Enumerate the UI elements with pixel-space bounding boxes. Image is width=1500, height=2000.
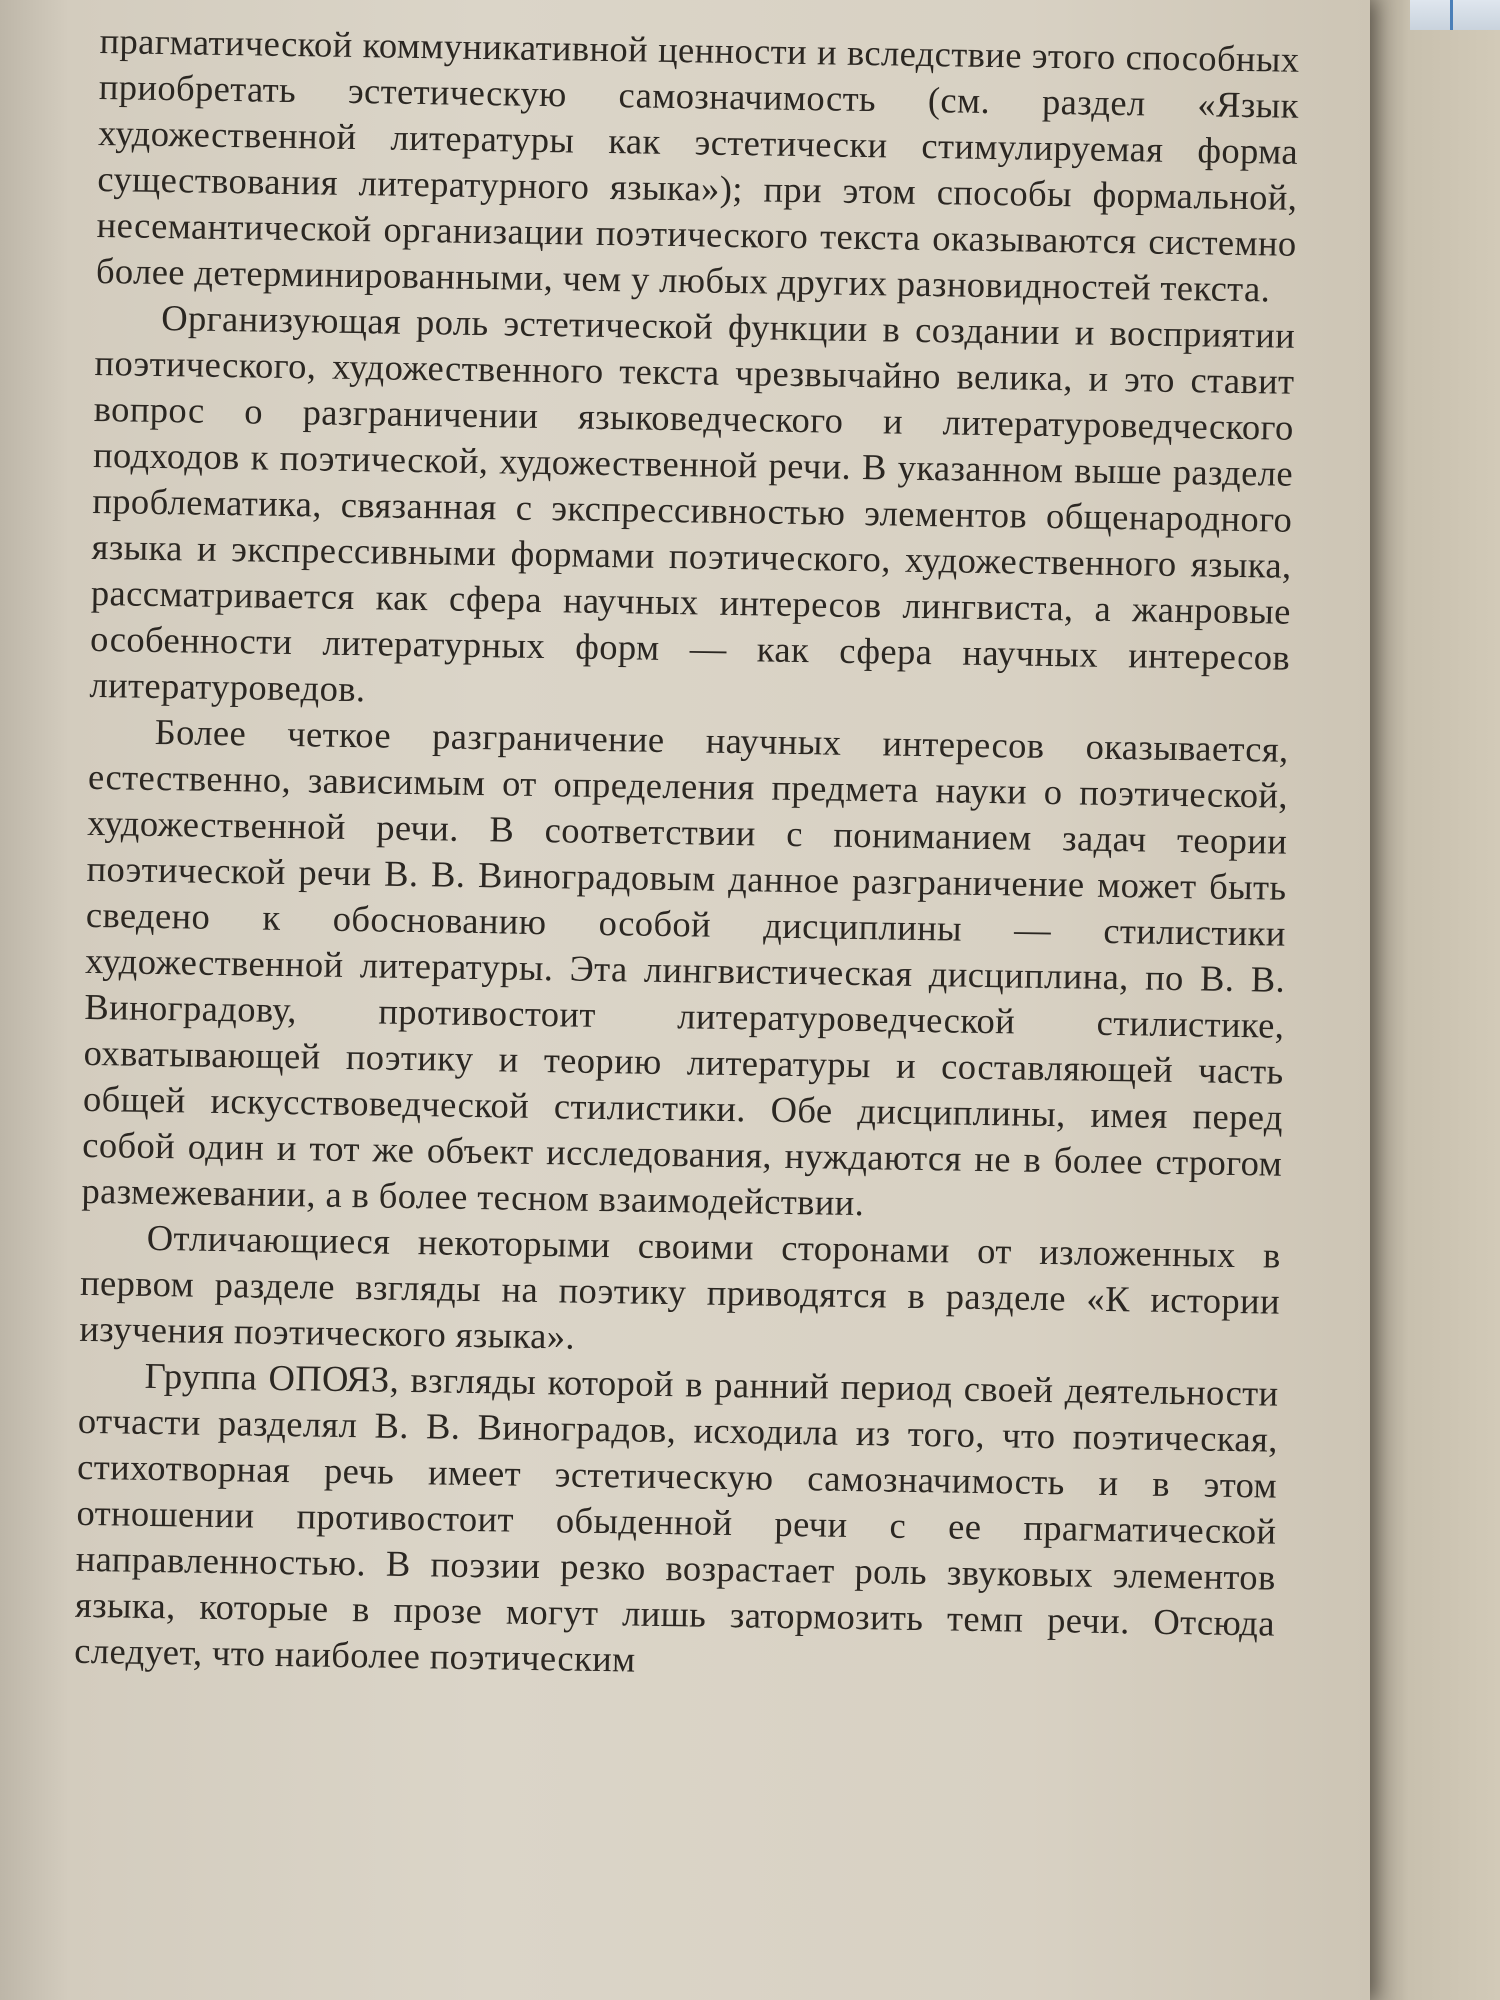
page-text [74,18,1300,1693]
corner-notebook [1410,0,1500,30]
paragraph-continuation: прагматической коммуникативной ценности и вследствие этого способных приобретать эстетическую самозначимость (см. раздел «Язык художественной литературы как эстетически стимулируемая форма существования литературного языка»); при этом способы формальной, несемантической организации поэтического текста оказываются системно более детерминированными, чем у любых других разновидностей текста. [95,19,1300,310]
paragraph: Отличающиеся некоторыми своими сторонами от изложенных в первом разделе взгляды на поэтику приводятся в разделе «К истории изучения поэтического языка». [79,1216,1282,1357]
paragraph: Группа ОПОЯЗ, взгляды которой в ранний период своей деятельности отчасти разделял В. В. Виноградов, исходила из того, что поэтическая, стихотворная речь имеет эстетическую самозначимость и в этом отношении противостоит обыденной речи с ее прагматической направленностью. В поэзии резко возрастает роль звуковых элементов языка, которые в прозе могут лишь затормозить темп речи. Отсюда следует, что наиболее поэтическим [74,1354,1279,1680]
paragraph: Организующая роль эстетической функции в создании и восприятии поэтического, художественного текста чрезвычайно велика, и это ставит вопрос о разграничении языковедческого и литературоведческого подходов к поэтической, художественной речи. В указанном выше разделе проблематика, связанная с экспрессивностью элементов общенародного языка и экспрессивными формами поэтического, художественного языка, рассматривается как сфера научных интересов лингвиста, а жанровые особенности литературных форм — как сфера научных интересов литературоведов. [89,297,1296,710]
notebook-margin-line [1450,0,1453,30]
facing-page-edge [1370,0,1500,2000]
paragraph: Более четкое разграничение научных интересов оказывается, естественно, зависимым от определения предмета науки о поэтической, художественной речи. В соответствии с пониманием задач теории поэтической речи В. В. Виноградовым данное разграничение может быть сведено к обоснованию особой дисциплины — стилистики художественной литературы. Эта лингвистическая дисциплина, по В. В. Виноградову, противостоит литературоведческой стилистике, охватывающей поэтику и теорию литературы и составляющей часть общей искусствоведческой стилистики. Обе дисциплины, имея перед собой один и тот же объект исследования, нуждаются не в более строгом размежевании, а в более тесном взаимодействии. [81,710,1289,1224]
